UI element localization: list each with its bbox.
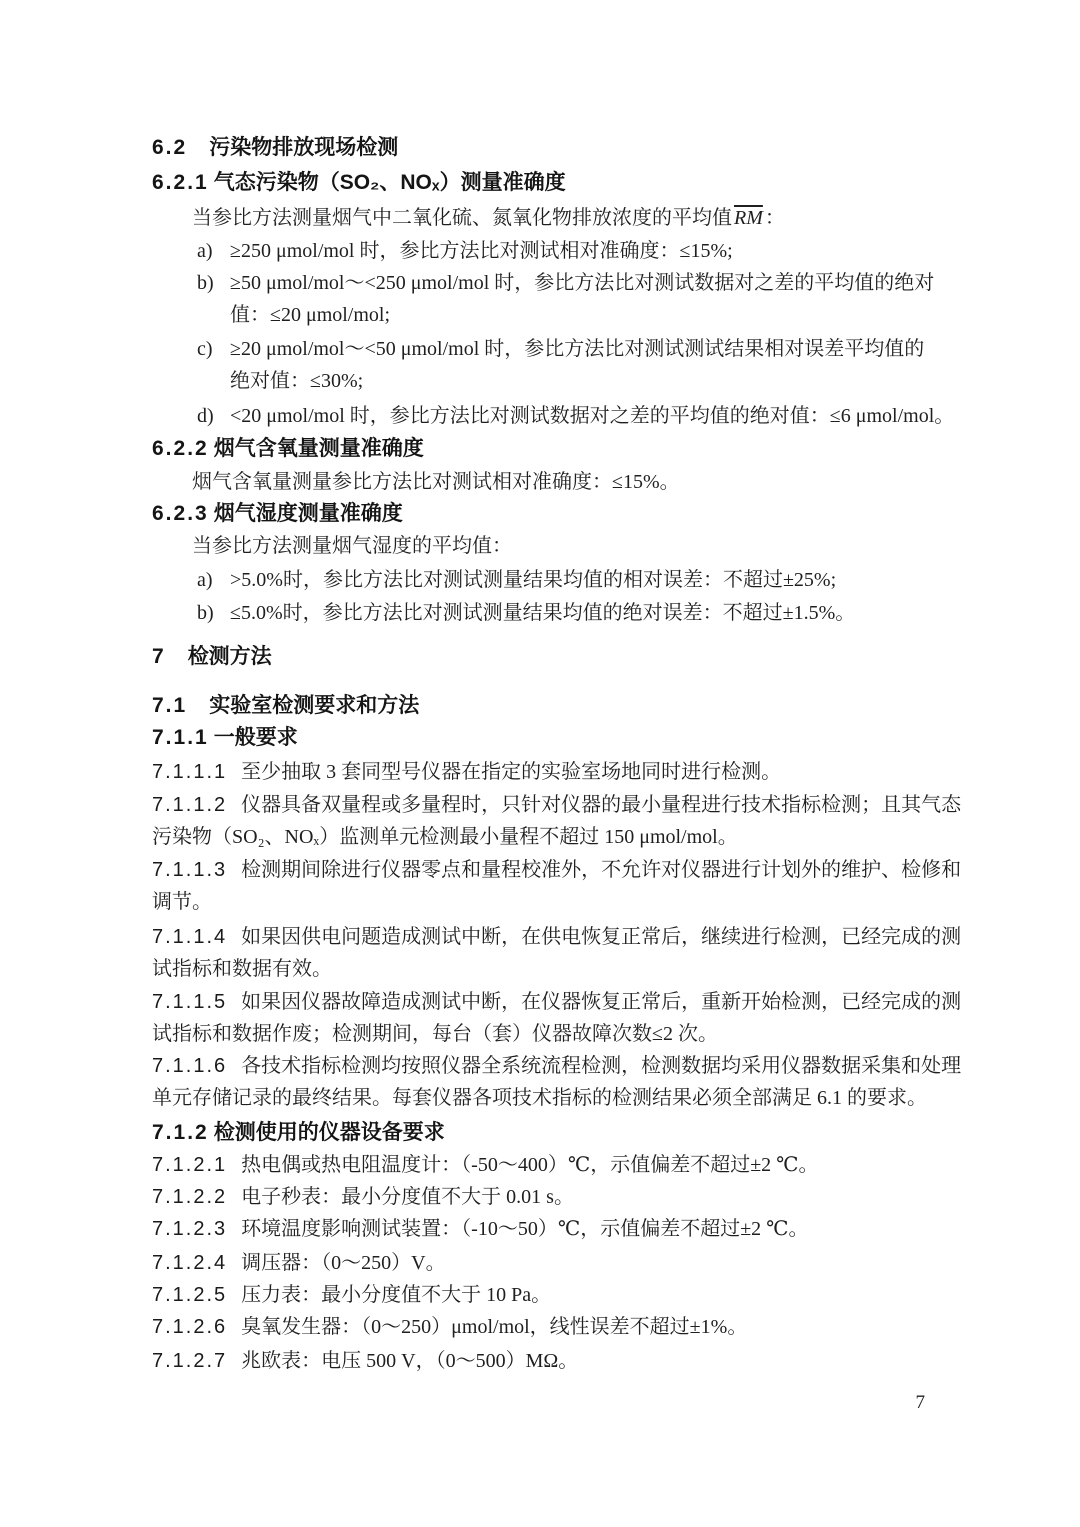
- clause-text: 臭氧发生器：（0～250）μmol/mol，线性误差不超过±1%。: [241, 1316, 748, 1338]
- section-heading-6-2-3: [152, 498, 924, 530]
- clause-number: 7.1.2.2: [152, 1186, 228, 1208]
- clause-text: 各技术指标检测均按照仪器全系统流程检测，检测数据均采用仪器数据采集和处理: [241, 1055, 962, 1077]
- list-line: >5.0%时，参比方法比对测试测量结果均值的相对误差：不超过±25%;: [230, 569, 837, 591]
- clause-text: 兆欧表：电压 500 V，（0～500）MΩ。: [241, 1350, 579, 1372]
- clause-7-1-1-1: [152, 756, 924, 788]
- list-line: <20 μmol/mol 时，参比方法比对测试数据对之差的平均值的绝对值：≤6 μmol/mol。: [230, 405, 955, 427]
- clause-7-1-2-6: [152, 1311, 924, 1343]
- list-line: 绝对值：≤30%;: [230, 370, 364, 392]
- section-title: 气态污染物（SO₂、NOₓ）测量准确度: [213, 171, 566, 194]
- list-label: d): [197, 405, 214, 427]
- paragraph-average-concentration: [152, 202, 924, 234]
- list-line: ≤5.0%时，参比方法比对测试测量结果均值的绝对误差：不超过±1.5%。: [230, 602, 856, 624]
- section-heading-6-2: [152, 132, 924, 164]
- list-item-a: [152, 235, 924, 267]
- clause-text: 试指标和数据有效。: [152, 958, 332, 980]
- clause-text: 调节。: [152, 891, 212, 913]
- clause-number: 7.1.1.4: [152, 926, 228, 948]
- list-label: a): [197, 240, 213, 262]
- clause-7-1-1-5: [152, 986, 962, 1050]
- section-number: 6.2.1: [152, 171, 209, 194]
- clause-7-1-2-3: [152, 1213, 924, 1245]
- clause-number: 7.1.2.1: [152, 1154, 228, 1176]
- clause-number: 7.1.2.3: [152, 1218, 228, 1240]
- clause-number: 7.1.2.5: [152, 1284, 228, 1306]
- clause-text: 单元存储记录的最终结果。每套仪器各项技术指标的检测结果必须全部满足 6.1 的要求。: [152, 1087, 927, 1109]
- clause-7-1-1-3: [152, 854, 962, 918]
- rm-mean-symbol: $\overline{RM}$: [734, 207, 763, 229]
- clause-7-1-2-2: [152, 1181, 924, 1213]
- clause-text: 如果因仪器故障造成测试中断，在仪器恢复正常后，重新开始检测，已经完成的测: [241, 991, 962, 1013]
- clause-number: 7.1.2.4: [152, 1252, 228, 1274]
- page-number: 7: [915, 1392, 925, 1413]
- clause-text: 环境温度影响测试装置：（-10～50）℃，示值偏差不超过±2 ℃。: [241, 1218, 809, 1240]
- paragraph-oxygen: 烟气含氧量测量参比方法比对测试相对准确度：≤15%。: [192, 471, 680, 493]
- chapter-heading-7: [152, 641, 924, 673]
- clause-text: 电子秒表：最小分度值不大于 0.01 s。: [241, 1186, 574, 1208]
- list-item-b2: [152, 597, 924, 629]
- clause-number: 7.1.1.2: [152, 794, 228, 816]
- section-title: 烟气含氧量测量准确度: [213, 437, 424, 460]
- paragraph-humidity: 当参比方法测量烟气湿度的平均值：: [192, 535, 512, 557]
- clause-text: 压力表：最小分度值不大于 10 Pa。: [241, 1284, 552, 1306]
- section-title: 检测方法: [187, 645, 272, 668]
- clause-number: 7.1.2.6: [152, 1316, 228, 1338]
- section-number: 6.2.2: [152, 437, 209, 460]
- clause-7-1-1-4: [152, 921, 962, 985]
- section-title: 烟气湿度测量准确度: [213, 502, 403, 525]
- section-number: 7: [152, 645, 166, 668]
- clause-number: 7.1.1.6: [152, 1055, 228, 1077]
- section-number: 7.1.2: [152, 1121, 209, 1144]
- section-title: 实验室检测要求和方法: [209, 694, 420, 717]
- clause-text: 污染物（SO₂、NOₓ）监测单元检测最小量程不超过 150 μmol/mol。: [152, 826, 738, 848]
- clause-7-1-2-7: [152, 1345, 924, 1377]
- section-heading-6-2-2: [152, 433, 924, 465]
- clause-text: 调压器：（0～250）V。: [241, 1252, 446, 1274]
- section-number: 7.1: [152, 694, 188, 717]
- list-line: ≥50 μmol/mol～<250 μmol/mol 时，参比方法比对测试数据对之差的平均值的绝对: [230, 272, 935, 294]
- clause-text: 至少抽取 3 套同型号仪器在指定的实验室场地同时进行检测。: [241, 761, 782, 783]
- section-heading-6-2-1: [152, 167, 924, 199]
- clause-7-1-1-6: [152, 1050, 962, 1114]
- paragraph-text: 当参比方法测量烟气中二氧化硫、氮氧化物排放浓度的平均值: [192, 207, 732, 229]
- clause-7-1-2-1: [152, 1149, 924, 1181]
- section-heading-7-1: [152, 690, 924, 722]
- clause-text: 检测期间除进行仪器零点和量程校准外，不允许对仪器进行计划外的维护、检修和: [241, 859, 962, 881]
- section-title: 污染物排放现场检测: [209, 136, 399, 159]
- list-item-a2: [152, 564, 924, 596]
- list-line: ≥20 μmol/mol～<50 μmol/mol 时，参比方法比对测试测试结果相对误差平均值的: [230, 338, 925, 360]
- list-label: b): [197, 602, 214, 624]
- section-number: 6.2.3: [152, 502, 209, 525]
- clause-7-1-2-5: [152, 1279, 924, 1311]
- paragraph-text: ：: [764, 207, 785, 229]
- list-label: b): [197, 272, 214, 294]
- clause-number: 7.1.1.3: [152, 859, 228, 881]
- document-body: [152, 132, 962, 1377]
- clause-7-1-1-2: [152, 789, 962, 853]
- section-title: 检测使用的仪器设备要求: [213, 1121, 445, 1144]
- section-heading-7-1-2: [152, 1117, 924, 1149]
- list-item-d: [152, 400, 955, 432]
- list-item-b: [152, 267, 935, 331]
- section-number: 7.1.1: [152, 726, 209, 749]
- clause-number: 7.1.1.5: [152, 991, 228, 1013]
- list-line: ≥250 μmol/mol 时，参比方法比对测试相对准确度：≤15%;: [230, 240, 733, 262]
- section-title: 一般要求: [213, 726, 298, 749]
- list-label: a): [197, 569, 213, 591]
- list-item-c: [152, 333, 924, 397]
- clause-7-1-2-4: [152, 1247, 924, 1279]
- section-heading-7-1-1: [152, 722, 924, 754]
- clause-text: 试指标和数据作废；检测期间，每台（套）仪器故障次数≤2 次。: [152, 1023, 718, 1045]
- clause-text: 如果因供电问题造成测试中断，在供电恢复正常后，继续进行检测，已经完成的测: [241, 926, 962, 948]
- section-number: 6.2: [152, 136, 188, 159]
- list-line: 值：≤20 μmol/mol;: [230, 304, 391, 326]
- clause-number: 7.1.2.7: [152, 1350, 228, 1372]
- clause-text: 热电偶或热电阻温度计：（-50～400）℃，示值偏差不超过±2 ℃。: [241, 1154, 819, 1176]
- clause-number: 7.1.1.1: [152, 761, 228, 783]
- clause-text: 仪器具备双量程或多量程时，只针对仪器的最小量程进行技术指标检测；且其气态: [241, 794, 962, 816]
- list-label: c): [197, 338, 213, 360]
